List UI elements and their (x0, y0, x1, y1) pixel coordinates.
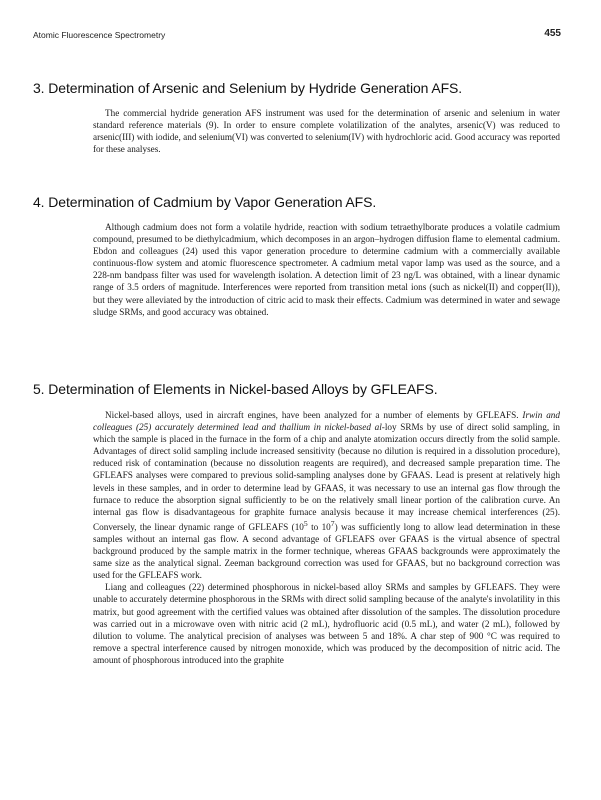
section-3-paragraph: The commercial hydride generation AFS instrument was used for the determination of arsenic and selenium in water standard reference materials (9). In order to ensure complete volatilization of the analytes, arsenic(V) was reduced to arsenic(III) with iodide, and selenium(VI) was converted to selenium(IV) with hydrochloric acid. Good accuracy was reported for these analyses. (93, 108, 560, 155)
running-header (33, 28, 561, 42)
section-5-paragraph-2: Liang and colleagues (22) determined phosphorous in nickel-based alloy SRMs and samples by GFLEAFS. They were unable to accurately determine phosphorous in the SRMs with direct solid sampling because of the analyte's involatility in this matrix, but good agreement with the certified values was obtained after dissolution of the samples. The dissolution procedure was carried out in a microwave oven with nitric acid (2 mL), hydrofluoric acid (0.5 mL), and water (2 mL), followed by dilution to volume. The analytical precision of analyses was between 5 and 18%. A char step of 900 °C was required to remove a spectral interference caused by nitrogen monoxide, which was produced by the decomposition of nitric acid. The amount of phosphorous introduced into the graphite (93, 582, 560, 665)
section-3-heading: 3. Determination of Arsenic and Selenium by Hydride Generation AFS. (33, 80, 463, 96)
p1-text-a: Nickel-based alloys, used in aircraft engines, have been analyzed for a number of elements by GFLEAFS. (105, 410, 523, 420)
p1-italic-text: Irwin and colleagues (25) accurately determined lead and thallium in nickel-based al- (93, 410, 560, 433)
section-5-heading: 5. Determination of Elements in Nickel-based Alloys by GFLEAFS. (33, 381, 438, 397)
running-title: Atomic Fluorescence Spectrometry (33, 30, 166, 40)
page-number: 455 (544, 28, 561, 39)
section-4-body (93, 221, 560, 318)
p1-text-d: ) was sufficiently long to allow lead determination in these samples without an internal gas flow. A second advantage of GFLEAFS over GFAAS is the virtual absence of spectral background produced by the sample matrix in the former technique, whereas GFAAS backgrounds were approximately the same size as the analytical signal. Zeeman background correction was used for GFAAS, but no background correction was used for the GFLEAFS work. (93, 521, 560, 581)
section-5-paragraph-1 (93, 409, 560, 581)
p1-superscript-1: 5 (303, 518, 308, 528)
section-4-paragraph: Although cadmium does not form a volatile hydride, reaction with sodium tetraethylborate produces a volatile cadmium compound, presumed to be diethylcadmium, which decomposes in an argon–hydrogen diffusion flame to elemental cadmium. Ebdon and colleagues (24) used this vapor generation procedure to determine cadmium with a commercially available continuous-flow system and atomic fluorescence spectrometer. A cadmium metal vapor lamp was used as the source, and a 228-nm bandpass filter was used for wavelength isolation. A detection limit of 23 ng/L was obtained, with a linear dynamic range of 3.5 orders of magnitude. Interferences were reported from transition metal ions (such as nickel(II) and copper(II)), but they were alleviated by the introduction of citric acid to mask their effects. Cadmium was determined in water and sewage sludge SRMs, and good accuracy was obtained. (93, 222, 560, 317)
p1-superscript-2: 7 (330, 518, 335, 528)
p1-text-b: loy SRMs by use of direct solid sampling, in which the sample is placed in the furnace in the form of a chip and analyte atomization occurs directly from the solid sample. Advantages of direct solid sampling include increased sensitivity (because no dilution is required in a dissolution procedure), reduced risk of contamination (because no dissolution reagents are required), and decreased sample preparation time. The GFLEAFS analyses were compared to previous solid-sampling analyses done by GFAAS. Lead is present at relatively high levels in these samples, and in order to determine lead by GFAAS, it was necessary to use an internal gas flow through the furnace to reduce the absorption signal sufficiently to be on the relatively small linear portion of the calibration curve. An internal gas flow is disadvantageous for graphite furnace analysis because it may increase chemical interferences (25). Conversely, the linear dynamic range of GFLEAFS (10 (93, 422, 560, 532)
section-5-body (93, 409, 560, 666)
section-4-heading: 4. Determination of Cadmium by Vapor Generation AFS. (33, 194, 377, 210)
p1-text-c: to 10 (307, 521, 331, 532)
section-3-body (93, 107, 560, 155)
